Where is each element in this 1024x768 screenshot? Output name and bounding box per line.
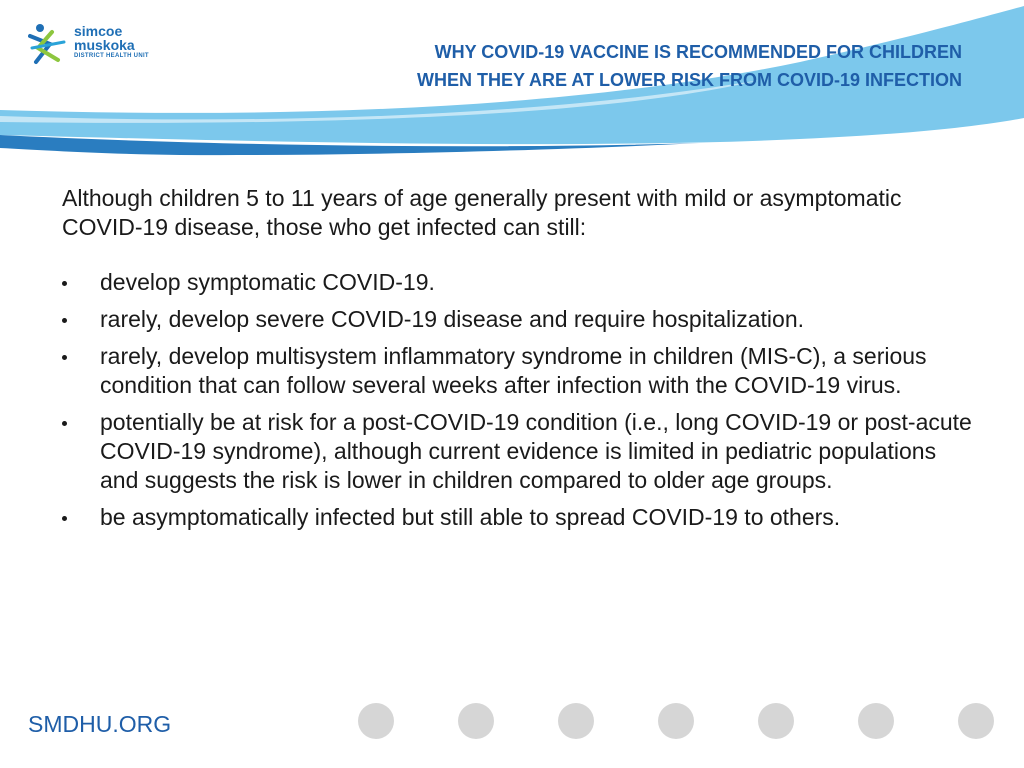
slide-body	[62, 184, 972, 540]
bullet-list	[62, 268, 972, 532]
list-item-text: rarely, develop multisystem inflammatory syndrome in children (MIS-C), a serious condition that can follow several weeks after infection with the COVID-19 virus.	[100, 343, 927, 398]
decorative-dot-icon	[958, 703, 994, 739]
smdhu-logo	[28, 22, 178, 68]
logo-wordmark-unit: DISTRICT HEALTH UNIT	[74, 53, 149, 59]
decorative-dot-icon	[458, 703, 494, 739]
bullet-dot-icon	[62, 421, 67, 426]
slide-title-line-2: WHEN THEY ARE AT LOWER RISK FROM COVID-19 INFECTION	[416, 70, 962, 90]
decorative-dot-icon	[358, 703, 394, 739]
list-item	[62, 305, 972, 334]
list-item	[62, 503, 972, 532]
list-item-text: potentially be at risk for a post-COVID-19 condition (i.e., long COVID-19 or post-acute COVID-19 syndrome), although current evidence is limited in pediatric populations and suggests the risk is lower in children compared to older age groups.	[100, 409, 972, 493]
decorative-dot-icon	[758, 703, 794, 739]
intro-paragraph: Although children 5 to 11 years of age generally present with mild or asymptomatic COVID-19 disease, those who get infected can still:	[62, 185, 902, 240]
list-item	[62, 342, 972, 400]
bullet-dot-icon	[62, 355, 67, 360]
decorative-dot-icon	[858, 703, 894, 739]
logo-wordmark-simcoe: simcoe	[74, 23, 123, 39]
logo-figure-icon	[28, 22, 68, 66]
list-item	[62, 408, 972, 495]
list-item	[62, 268, 972, 297]
list-item-text: rarely, develop severe COVID-19 disease and require hospitalization.	[100, 306, 805, 332]
bullet-dot-icon	[62, 281, 67, 286]
website-link[interactable]: SMDHU.ORG	[28, 711, 172, 737]
slide-title	[417, 38, 962, 94]
list-item-text: develop symptomatic COVID-19.	[100, 269, 435, 295]
slide-title-line-1: WHY COVID-19 VACCINE IS RECOMMENDED FOR CHILDREN	[434, 42, 962, 62]
list-item-text: be asymptomatically infected but still able to spread COVID-19 to others.	[100, 504, 841, 530]
decorative-dot-icon	[658, 703, 694, 739]
bullet-dot-icon	[62, 318, 67, 323]
logo-wordmark-muskoka: muskoka	[74, 37, 135, 53]
bullet-dot-icon	[62, 516, 67, 521]
decorative-dot-icon	[558, 703, 594, 739]
